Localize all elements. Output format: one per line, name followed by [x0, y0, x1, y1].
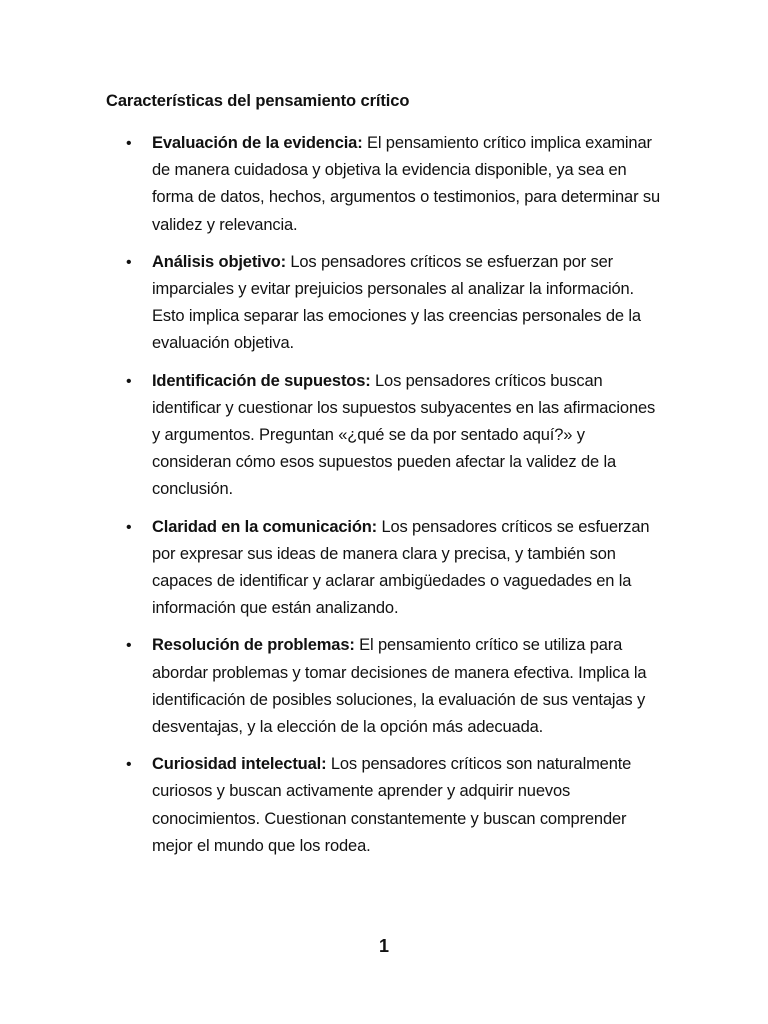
item-text: Los pensadores críticos se esfuerzan por ser imparciales y evitar prejuicios personales al analizar la información. Esto implica separar las emociones y las creencias personales de la evaluación objetiva. [152, 252, 641, 353]
list-item [126, 514, 666, 623]
item-text: Los pensadores críticos buscan identificar y cuestionar los supuestos subyacentes en las afirmaciones y argumentos. Preguntan «¿qué se da por sentado aquí?» y consideran cómo esos supuestos pueden afectar la validez de la conclusión. [152, 371, 656, 499]
list-item [126, 632, 666, 741]
item-text: El pensamiento crítico implica examinar de manera cuidadosa y objetiva la evidencia disponible, ya sea en forma de datos, hechos, argumentos o testimonios, para determinar su validez y relevancia. [152, 134, 660, 234]
item-text: Los pensadores críticos son naturalmente curiosos y buscan activamente aprender y adquirir nuevos conocimientos. Cuestionan constantemente y buscan comprender mejor el mundo que los rodea. [152, 755, 632, 855]
item-title: Identificación de supuestos: [152, 371, 371, 390]
item-title: Resolución de problemas: [152, 636, 355, 655]
bullet-icon: • [126, 756, 132, 774]
list-item [126, 249, 666, 358]
item-title: Evaluación de la evidencia: [152, 134, 363, 152]
bullet-icon: • [126, 518, 132, 536]
list-item [126, 751, 666, 860]
item-text: El pensamiento crítico se utiliza para abordar problemas y tomar decisiones de manera efectiva. Implica la identificación de posibles soluciones, la evaluación de sus ventajas y desventajas, y la elección de la opción más adecuada. [152, 636, 647, 737]
list-item [126, 130, 666, 239]
characteristics-list [126, 130, 666, 870]
item-title: Análisis objetivo: [152, 252, 286, 271]
page-number: 1 [378, 936, 389, 956]
bullet-icon: • [126, 637, 132, 655]
section-heading: Características del pensamiento crítico [106, 92, 410, 110]
item-title: Curiosidad intelectual: [152, 755, 327, 774]
bullet-icon: • [126, 372, 132, 390]
list-item [126, 368, 666, 504]
bullet-icon: • [126, 253, 132, 271]
item-text: Los pensadores críticos se esfuerzan por expresar sus ideas de manera clara y precisa, y también son capaces de identificar y aclarar ambigüedades o vaguedades en la información que están analizando. [152, 517, 650, 618]
item-title: Claridad en la comunicación: [152, 517, 378, 536]
bullet-icon: • [126, 135, 132, 152]
